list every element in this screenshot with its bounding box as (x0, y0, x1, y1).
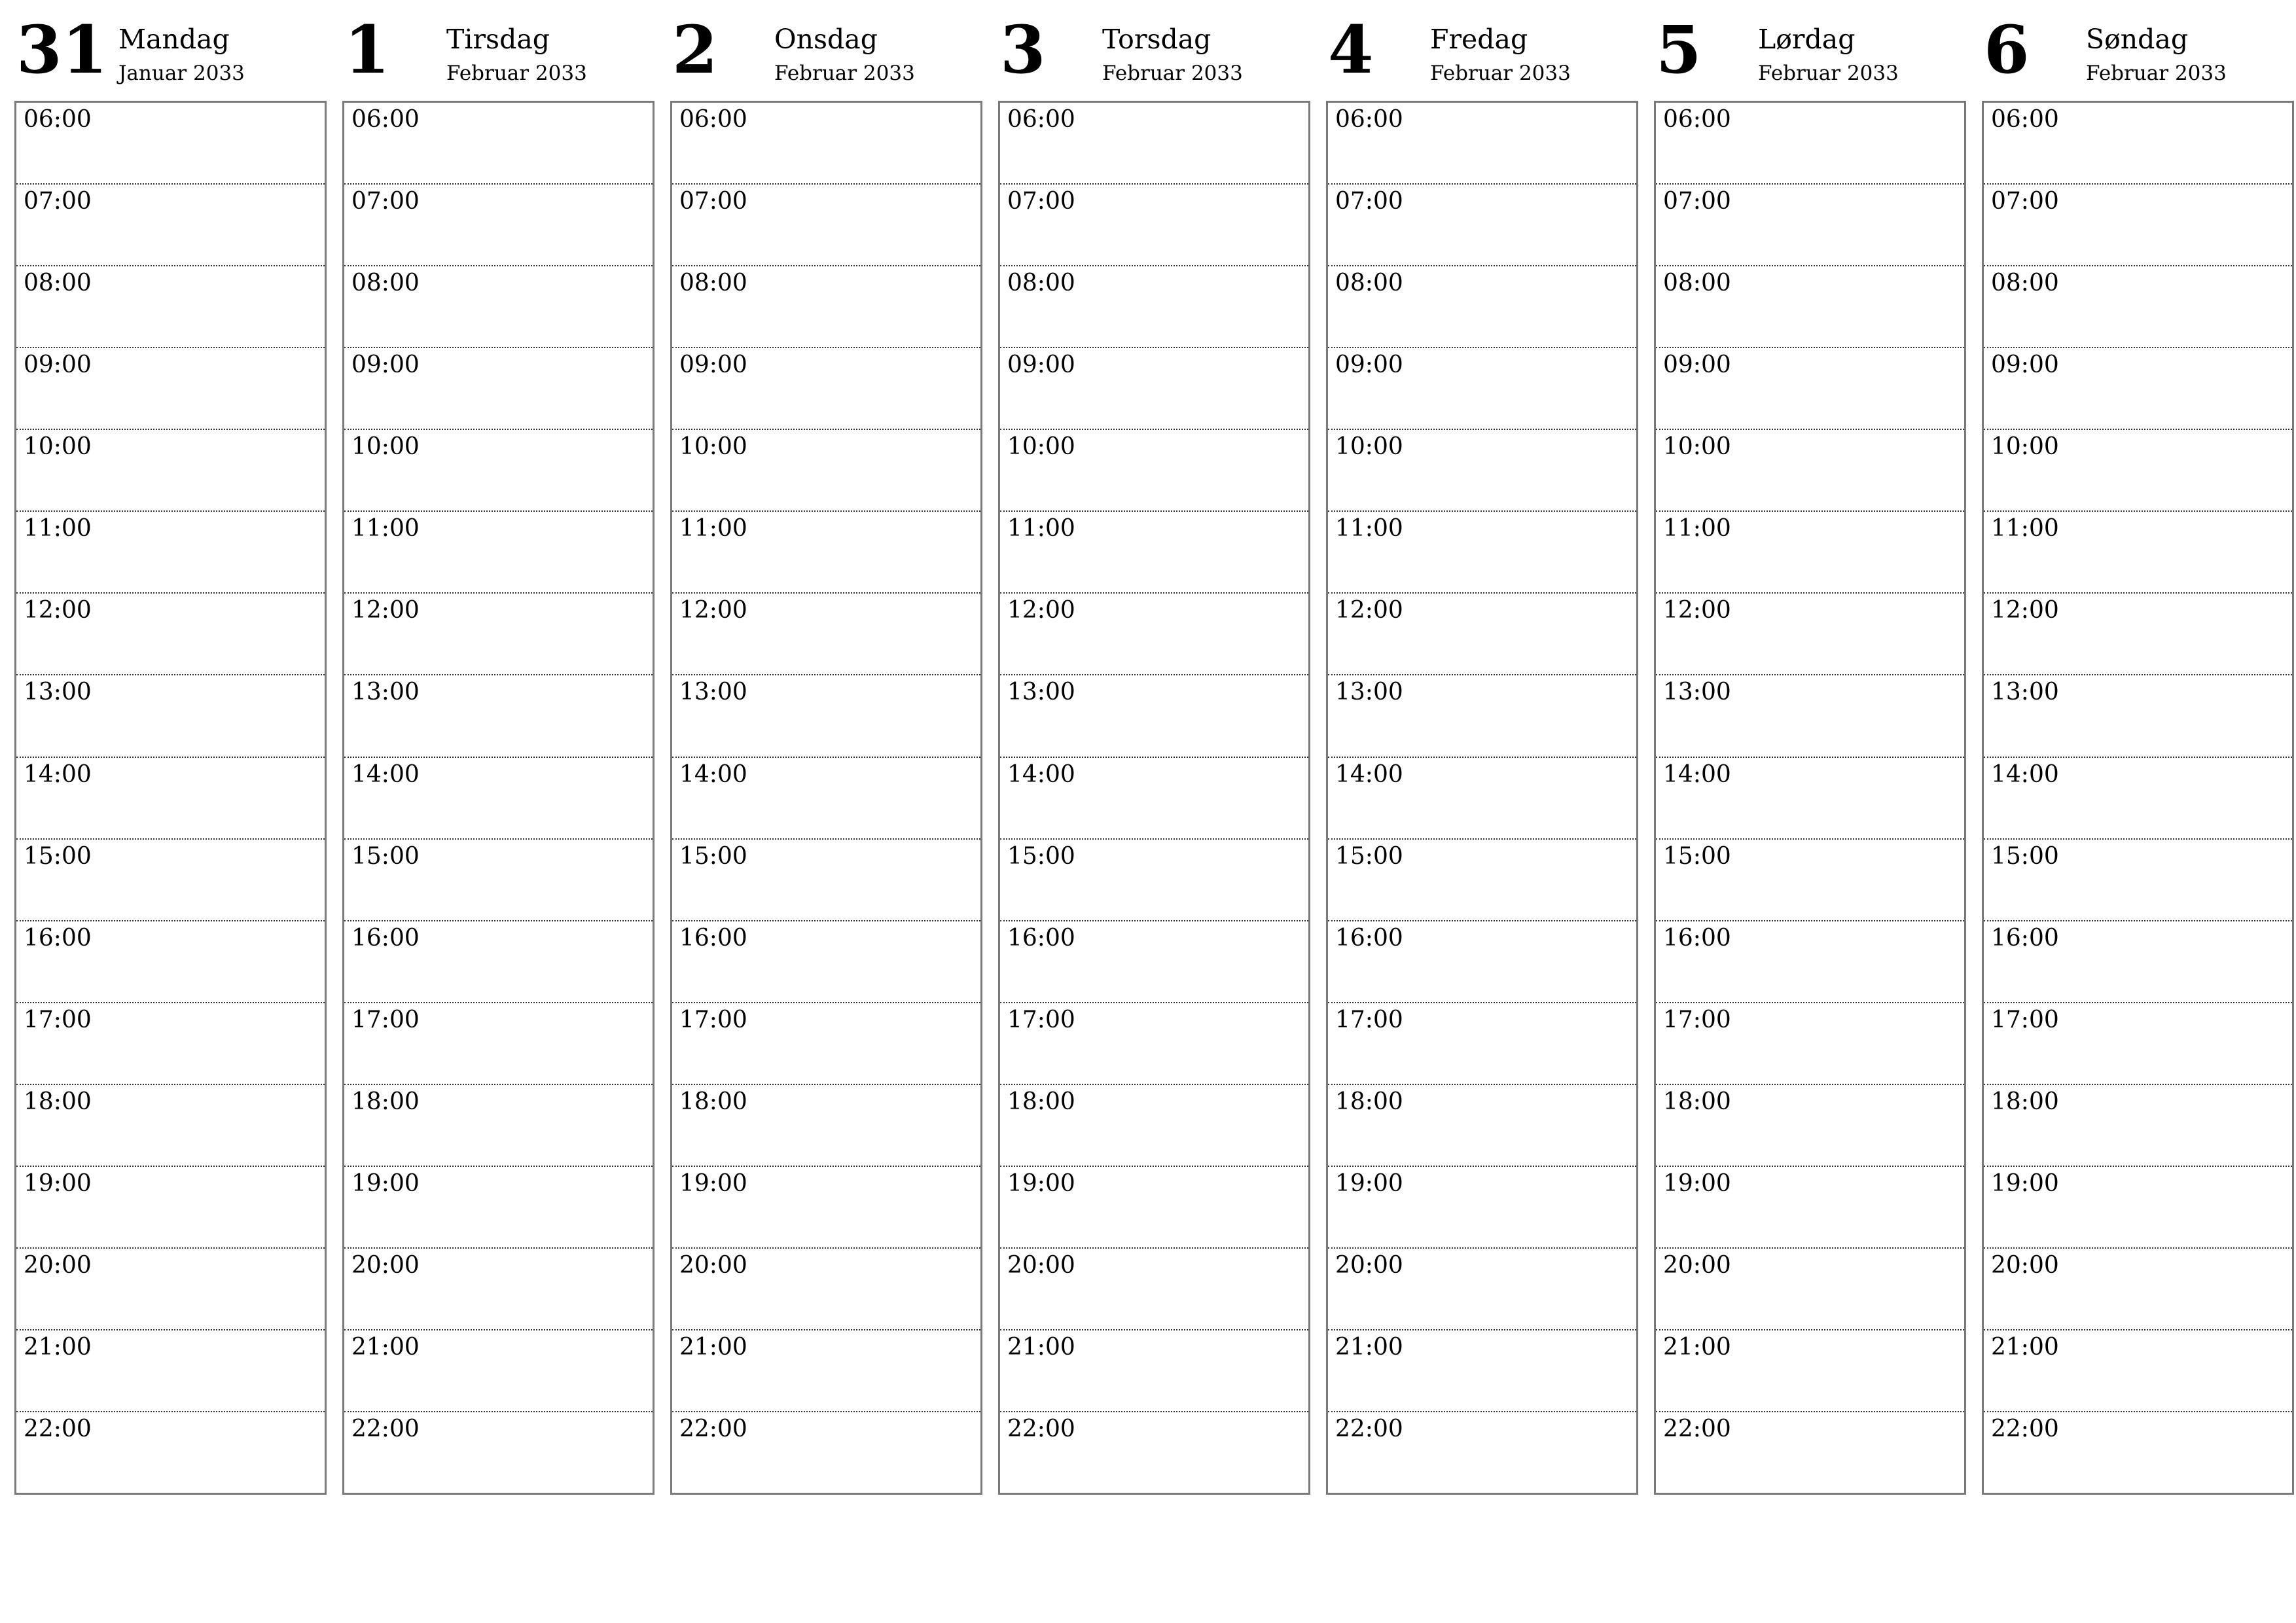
hour-slot[interactable] (1656, 921, 1964, 1003)
hour-slot[interactable] (1000, 348, 1308, 430)
hour-slot[interactable] (16, 1330, 325, 1412)
hour-label: 08:00 (351, 270, 420, 297)
hour-label: 07:00 (1335, 188, 1403, 215)
hour-slot[interactable] (344, 675, 653, 757)
hour-slot[interactable] (16, 1167, 325, 1249)
hour-slot[interactable] (1328, 430, 1636, 512)
hour-label: 18:00 (24, 1088, 92, 1115)
hour-label: 18:00 (1991, 1088, 2059, 1115)
hour-label: 14:00 (351, 760, 420, 788)
hour-slot[interactable] (1000, 1249, 1308, 1330)
hour-label: 08:00 (1335, 270, 1403, 297)
hour-slot[interactable] (1000, 1003, 1308, 1085)
day-schedule-box (342, 101, 655, 1495)
hour-label: 09:00 (1991, 351, 2059, 379)
hour-label: 10:00 (679, 433, 747, 461)
day-column (1654, 11, 1966, 1500)
hour-slot[interactable] (344, 103, 653, 185)
hour-slot[interactable] (1656, 758, 1964, 840)
hour-slot[interactable] (344, 1330, 653, 1412)
hour-label: 15:00 (1007, 842, 1075, 870)
hour-slot[interactable] (1000, 921, 1308, 1003)
hour-label: 18:00 (351, 1088, 420, 1115)
hour-slot[interactable] (344, 1412, 653, 1493)
hour-label: 13:00 (1007, 679, 1075, 706)
weekly-planner (14, 11, 2286, 1500)
hour-slot[interactable] (344, 1167, 653, 1249)
hour-label: 21:00 (1007, 1333, 1075, 1361)
hour-label: 14:00 (1991, 760, 2059, 788)
hour-slot[interactable] (1000, 594, 1308, 675)
hour-slot[interactable] (1328, 512, 1636, 594)
hour-label: 12:00 (1335, 597, 1403, 624)
hour-label: 19:00 (24, 1169, 92, 1197)
hour-slot[interactable] (344, 758, 653, 840)
hour-slot[interactable] (344, 1249, 653, 1330)
hour-label: 09:00 (351, 351, 420, 379)
hour-label: 22:00 (24, 1416, 92, 1442)
hour-label: 09:00 (1007, 351, 1075, 379)
hour-label: 13:00 (1991, 679, 2059, 706)
hour-label: 09:00 (679, 351, 747, 379)
day-column (342, 11, 655, 1500)
hour-slot[interactable] (16, 185, 325, 266)
hour-label: 08:00 (679, 270, 747, 297)
hour-label: 12:00 (679, 597, 747, 624)
day-name: Torsdag (1102, 24, 1211, 55)
hour-label: 08:00 (24, 270, 92, 297)
hour-label: 22:00 (679, 1416, 747, 1442)
hour-slot[interactable] (16, 266, 325, 348)
hour-label: 18:00 (1007, 1088, 1075, 1115)
hour-slot[interactable] (1656, 185, 1964, 266)
hour-label: 19:00 (679, 1169, 747, 1197)
hour-label: 18:00 (1335, 1088, 1403, 1115)
day-number: 6 (1984, 11, 2030, 88)
hour-label: 18:00 (1663, 1088, 1731, 1115)
hour-slot[interactable] (1656, 594, 1964, 675)
hour-label: 12:00 (1007, 597, 1075, 624)
hour-label: 06:00 (1991, 106, 2059, 133)
hour-label: 06:00 (1663, 106, 1731, 133)
day-column (670, 11, 982, 1500)
day-header (14, 11, 327, 101)
hour-label: 16:00 (1007, 924, 1075, 952)
hour-label: 17:00 (679, 1006, 747, 1033)
hour-slot[interactable] (1984, 594, 2292, 675)
hour-slot[interactable] (1984, 185, 2292, 266)
hour-slot[interactable] (1656, 1085, 1964, 1167)
hour-label: 19:00 (1335, 1169, 1403, 1197)
hour-label: 17:00 (1335, 1006, 1403, 1033)
hour-slot[interactable] (1328, 1412, 1636, 1493)
hour-label: 10:00 (1663, 433, 1731, 461)
hour-label: 21:00 (351, 1333, 420, 1361)
day-column (998, 11, 1310, 1500)
hour-label: 18:00 (679, 1088, 747, 1115)
day-name: Fredag (1430, 24, 1528, 55)
month-year: Januar 2033 (118, 62, 245, 85)
hour-slot[interactable] (344, 266, 653, 348)
hour-slot[interactable] (1984, 103, 2292, 185)
hour-label: 15:00 (1663, 842, 1731, 870)
day-schedule-box (1982, 101, 2294, 1495)
hour-label: 17:00 (1991, 1006, 2059, 1033)
hour-slot[interactable] (1656, 675, 1964, 757)
hour-label: 07:00 (351, 188, 420, 215)
hour-slot[interactable] (1000, 840, 1308, 921)
hour-label: 15:00 (679, 842, 747, 870)
hour-slot[interactable] (1656, 103, 1964, 185)
hour-label: 21:00 (24, 1333, 92, 1361)
hour-slot[interactable] (1984, 430, 2292, 512)
hour-slot[interactable] (1656, 266, 1964, 348)
day-header (998, 11, 1310, 101)
hour-slot[interactable] (672, 1167, 980, 1249)
hour-label: 13:00 (1335, 679, 1403, 706)
hour-slot[interactable] (1984, 1249, 2292, 1330)
hour-slot[interactable] (1984, 1085, 2292, 1167)
hour-label: 10:00 (1991, 433, 2059, 461)
hour-slot[interactable] (1656, 430, 1964, 512)
hour-slot[interactable] (1000, 185, 1308, 266)
hour-label: 20:00 (24, 1251, 92, 1279)
hour-slot[interactable] (1328, 1330, 1636, 1412)
hour-label: 08:00 (1663, 270, 1731, 297)
hour-slot[interactable] (1328, 1003, 1636, 1085)
hour-slot[interactable] (1656, 348, 1964, 430)
hour-label: 14:00 (1007, 760, 1075, 788)
hour-slot[interactable] (344, 921, 653, 1003)
hour-label: 17:00 (1663, 1006, 1731, 1033)
day-name: Søndag (2086, 24, 2189, 55)
hour-slot[interactable] (16, 103, 325, 185)
month-year: Februar 2033 (774, 62, 915, 85)
hour-slot[interactable] (672, 675, 980, 757)
hour-slot[interactable] (672, 1330, 980, 1412)
hour-label: 12:00 (24, 597, 92, 624)
hour-label: 13:00 (24, 679, 92, 706)
hour-slot[interactable] (1328, 675, 1636, 757)
hour-slot[interactable] (16, 594, 325, 675)
month-year: Februar 2033 (1758, 62, 1899, 85)
hour-slot[interactable] (1656, 512, 1964, 594)
hour-label: 20:00 (351, 1251, 420, 1279)
hour-label: 15:00 (24, 842, 92, 870)
day-schedule-box (998, 101, 1310, 1495)
day-column (1326, 11, 1638, 1500)
hour-slot[interactable] (1984, 512, 2292, 594)
hour-label: 20:00 (1335, 1251, 1403, 1279)
hour-slot[interactable] (1984, 840, 2292, 921)
hour-label: 11:00 (24, 515, 92, 543)
hour-label: 12:00 (351, 597, 420, 624)
hour-slot[interactable] (672, 1085, 980, 1167)
hour-label: 16:00 (351, 924, 420, 952)
hour-label: 19:00 (1663, 1169, 1731, 1197)
hour-slot[interactable] (1656, 1412, 1964, 1493)
hour-label: 07:00 (1991, 188, 2059, 215)
hour-slot[interactable] (672, 840, 980, 921)
hour-slot[interactable] (1000, 1085, 1308, 1167)
month-year: Februar 2033 (2086, 62, 2227, 85)
hour-label: 11:00 (1007, 515, 1075, 543)
day-header (342, 11, 655, 101)
day-name: Mandag (118, 24, 230, 55)
hour-label: 16:00 (679, 924, 747, 952)
hour-label: 09:00 (1663, 351, 1731, 379)
hour-label: 14:00 (679, 760, 747, 788)
hour-slot[interactable] (672, 594, 980, 675)
hour-slot[interactable] (16, 758, 325, 840)
hour-slot[interactable] (1656, 1249, 1964, 1330)
hour-label: 06:00 (679, 106, 747, 133)
day-header (670, 11, 982, 101)
hour-slot[interactable] (1656, 1167, 1964, 1249)
hour-label: 06:00 (24, 106, 92, 133)
hour-slot[interactable] (344, 594, 653, 675)
hour-slot[interactable] (1984, 1330, 2292, 1412)
hour-slot[interactable] (1984, 1003, 2292, 1085)
hour-label: 16:00 (1335, 924, 1403, 952)
day-schedule-box (14, 101, 327, 1495)
hour-slot[interactable] (1328, 185, 1636, 266)
hour-label: 19:00 (1007, 1169, 1075, 1197)
hour-label: 09:00 (1335, 351, 1403, 379)
month-year: Februar 2033 (1102, 62, 1243, 85)
hour-slot[interactable] (672, 266, 980, 348)
hour-label: 09:00 (24, 351, 92, 379)
hour-label: 20:00 (1663, 1251, 1731, 1279)
hour-label: 06:00 (351, 106, 420, 133)
hour-slot[interactable] (1328, 840, 1636, 921)
hour-slot[interactable] (1000, 758, 1308, 840)
hour-slot[interactable] (1656, 840, 1964, 921)
hour-slot[interactable] (1000, 266, 1308, 348)
hour-label: 07:00 (679, 188, 747, 215)
hour-label: 10:00 (351, 433, 420, 461)
hour-slot[interactable] (1328, 1085, 1636, 1167)
hour-label: 11:00 (1335, 515, 1403, 543)
hour-slot[interactable] (344, 348, 653, 430)
hour-slot[interactable] (344, 430, 653, 512)
hour-slot[interactable] (672, 103, 980, 185)
hour-slot[interactable] (1000, 1330, 1308, 1412)
hour-slot[interactable] (16, 1412, 325, 1493)
hour-slot[interactable] (16, 675, 325, 757)
hour-label: 15:00 (351, 842, 420, 870)
hour-label: 14:00 (24, 760, 92, 788)
hour-label: 22:00 (1007, 1416, 1075, 1442)
hour-slot[interactable] (344, 1085, 653, 1167)
hour-slot[interactable] (672, 1003, 980, 1085)
hour-label: 17:00 (1007, 1006, 1075, 1033)
hour-slot[interactable] (672, 185, 980, 266)
hour-label: 22:00 (1335, 1416, 1403, 1442)
day-name: Onsdag (774, 24, 878, 55)
hour-slot[interactable] (16, 430, 325, 512)
hour-label: 11:00 (1991, 515, 2059, 543)
day-schedule-box (1326, 101, 1638, 1495)
day-header (1982, 11, 2294, 101)
hour-slot[interactable] (672, 430, 980, 512)
hour-slot[interactable] (16, 512, 325, 594)
hour-label: 11:00 (1663, 515, 1731, 543)
hour-slot[interactable] (1000, 1167, 1308, 1249)
hour-label: 19:00 (1991, 1169, 2059, 1197)
hour-label: 10:00 (1007, 433, 1075, 461)
hour-slot[interactable] (672, 758, 980, 840)
hour-slot[interactable] (672, 348, 980, 430)
hour-label: 17:00 (24, 1006, 92, 1033)
hour-slot[interactable] (1000, 675, 1308, 757)
hour-slot[interactable] (16, 840, 325, 921)
hour-label: 21:00 (1335, 1333, 1403, 1361)
hour-label: 20:00 (1007, 1251, 1075, 1279)
day-number: 2 (672, 11, 718, 88)
hour-label: 14:00 (1663, 760, 1731, 788)
hour-label: 06:00 (1007, 106, 1075, 133)
hour-slot[interactable] (16, 1085, 325, 1167)
hour-slot[interactable] (344, 512, 653, 594)
hour-label: 21:00 (1663, 1333, 1731, 1361)
hour-label: 16:00 (1991, 924, 2059, 952)
hour-slot[interactable] (1328, 1249, 1636, 1330)
day-schedule-box (670, 101, 982, 1495)
hour-slot[interactable] (1984, 675, 2292, 757)
hour-label: 12:00 (1991, 597, 2059, 624)
hour-slot[interactable] (1328, 103, 1636, 185)
day-column (1982, 11, 2294, 1500)
hour-label: 07:00 (24, 188, 92, 215)
hour-label: 19:00 (351, 1169, 420, 1197)
hour-label: 16:00 (1663, 924, 1731, 952)
hour-slot[interactable] (1984, 1167, 2292, 1249)
hour-label: 10:00 (1335, 433, 1403, 461)
hour-label: 13:00 (1663, 679, 1731, 706)
hour-slot[interactable] (1984, 1412, 2292, 1493)
hour-label: 06:00 (1335, 106, 1403, 133)
hour-slot[interactable] (1984, 348, 2292, 430)
hour-label: 08:00 (1991, 270, 2059, 297)
hour-label: 11:00 (351, 515, 420, 543)
hour-slot[interactable] (16, 921, 325, 1003)
hour-slot[interactable] (1000, 103, 1308, 185)
day-number: 3 (1000, 11, 1046, 88)
hour-label: 13:00 (351, 679, 420, 706)
hour-label: 12:00 (1663, 597, 1731, 624)
hour-slot[interactable] (1984, 921, 2292, 1003)
hour-label: 17:00 (351, 1006, 420, 1033)
hour-slot[interactable] (1328, 758, 1636, 840)
hour-label: 20:00 (1991, 1251, 2059, 1279)
day-number: 4 (1328, 11, 1374, 88)
hour-label: 20:00 (679, 1251, 747, 1279)
hour-slot[interactable] (1656, 1330, 1964, 1412)
hour-slot[interactable] (1328, 594, 1636, 675)
month-year: Februar 2033 (1430, 62, 1571, 85)
hour-slot[interactable] (16, 1003, 325, 1085)
hour-slot[interactable] (1984, 266, 2292, 348)
day-number: 1 (344, 11, 390, 88)
hour-slot[interactable] (1000, 512, 1308, 594)
hour-slot[interactable] (672, 1412, 980, 1493)
day-name: Tirsdag (446, 24, 550, 55)
day-header (1654, 11, 1966, 101)
hour-slot[interactable] (672, 512, 980, 594)
hour-label: 10:00 (24, 433, 92, 461)
hour-slot[interactable] (16, 1249, 325, 1330)
hour-label: 08:00 (1007, 270, 1075, 297)
hour-label: 22:00 (1663, 1416, 1731, 1442)
hour-label: 11:00 (679, 515, 747, 543)
day-number: 5 (1656, 11, 1702, 88)
hour-label: 15:00 (1335, 842, 1403, 870)
day-name: Lørdag (1758, 24, 1856, 55)
hour-slot[interactable] (1656, 1003, 1964, 1085)
hour-label: 13:00 (679, 679, 747, 706)
hour-slot[interactable] (1328, 1167, 1636, 1249)
hour-slot[interactable] (1328, 921, 1636, 1003)
hour-slot[interactable] (344, 185, 653, 266)
hour-label: 21:00 (679, 1333, 747, 1361)
hour-label: 07:00 (1007, 188, 1075, 215)
hour-slot[interactable] (672, 921, 980, 1003)
hour-slot[interactable] (344, 1003, 653, 1085)
hour-slot[interactable] (1000, 430, 1308, 512)
day-header (1326, 11, 1638, 101)
hour-label: 07:00 (1663, 188, 1731, 215)
hour-label: 21:00 (1991, 1333, 2059, 1361)
hour-label: 15:00 (1991, 842, 2059, 870)
hour-slot[interactable] (16, 348, 325, 430)
hour-label: 22:00 (1991, 1416, 2059, 1442)
day-schedule-box (1654, 101, 1966, 1495)
hour-slot[interactable] (1000, 1412, 1308, 1493)
hour-label: 22:00 (351, 1416, 420, 1442)
hour-label: 14:00 (1335, 760, 1403, 788)
hour-slot[interactable] (1328, 266, 1636, 348)
day-number: 31 (16, 11, 108, 88)
hour-label: 16:00 (24, 924, 92, 952)
hour-slot[interactable] (672, 1249, 980, 1330)
day-column (14, 11, 327, 1500)
hour-slot[interactable] (1984, 758, 2292, 840)
hour-slot[interactable] (344, 840, 653, 921)
hour-slot[interactable] (1328, 348, 1636, 430)
month-year: Februar 2033 (446, 62, 587, 85)
